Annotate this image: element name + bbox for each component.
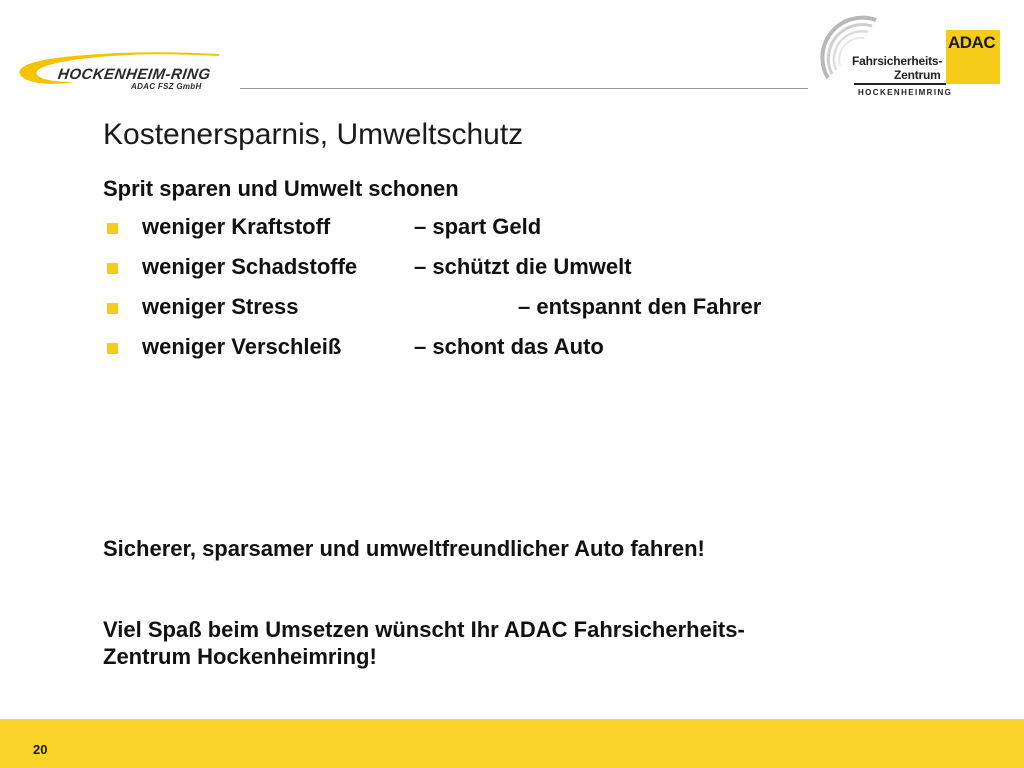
adac-badge	[946, 30, 1000, 84]
bullet-item	[103, 334, 863, 374]
square-bullet-icon	[107, 263, 118, 274]
hockenheim-ring-subline: ADAC FSZ GmbH	[131, 82, 202, 91]
fsz-rule	[854, 83, 946, 85]
header-divider	[240, 88, 808, 89]
square-bullet-icon	[107, 343, 118, 354]
farewell-line-2: Zentrum Hockenheimring!	[103, 644, 377, 669]
bullet-item	[103, 294, 863, 334]
fsz-line2: Zentrum	[894, 68, 941, 82]
adac-fsz-logo	[814, 14, 1006, 100]
fsz-line1: Fahrsicherheits-	[852, 54, 943, 68]
bullet-term: weniger Kraftstoff	[142, 214, 331, 239]
bullet-benefit: – spart Geld	[414, 214, 542, 239]
bullet-item	[103, 214, 863, 254]
slide-title: Kostenersparnis, Umweltschutz	[103, 118, 524, 151]
bullet-benefit: – schont das Auto	[414, 334, 604, 359]
bullet-list	[103, 214, 863, 374]
adac-badge-label: ADAC	[948, 33, 996, 52]
bullet-item	[103, 254, 863, 294]
footer-bar	[0, 719, 1024, 768]
closing-statement: Sicherer, sparsamer und umweltfreundlicher Auto fahren!	[103, 536, 705, 561]
farewell-message	[103, 616, 883, 670]
bullet-benefit: – schützt die Umwelt	[414, 254, 632, 279]
hockenheim-ring-logo	[14, 46, 224, 96]
square-bullet-icon	[107, 303, 118, 314]
bullet-term: weniger Stress	[142, 294, 299, 319]
page-number: 20	[33, 742, 48, 757]
bullet-benefit: – entspannt den Fahrer	[518, 294, 762, 319]
fsz-place: HOCKENHEIMRING	[858, 88, 953, 97]
hockenheim-ring-wordmark: HOCKENHEIM-RING	[56, 66, 212, 83]
farewell-line-1: Viel Spaß beim Umsetzen wünscht Ihr ADAC Fahrsicherheits-	[103, 617, 745, 642]
bullet-term: weniger Schadstoffe	[142, 254, 358, 279]
slide-subtitle: Sprit sparen und Umwelt schonen	[103, 176, 459, 201]
bullet-term: weniger Verschleiß	[142, 334, 342, 359]
square-bullet-icon	[107, 223, 118, 234]
